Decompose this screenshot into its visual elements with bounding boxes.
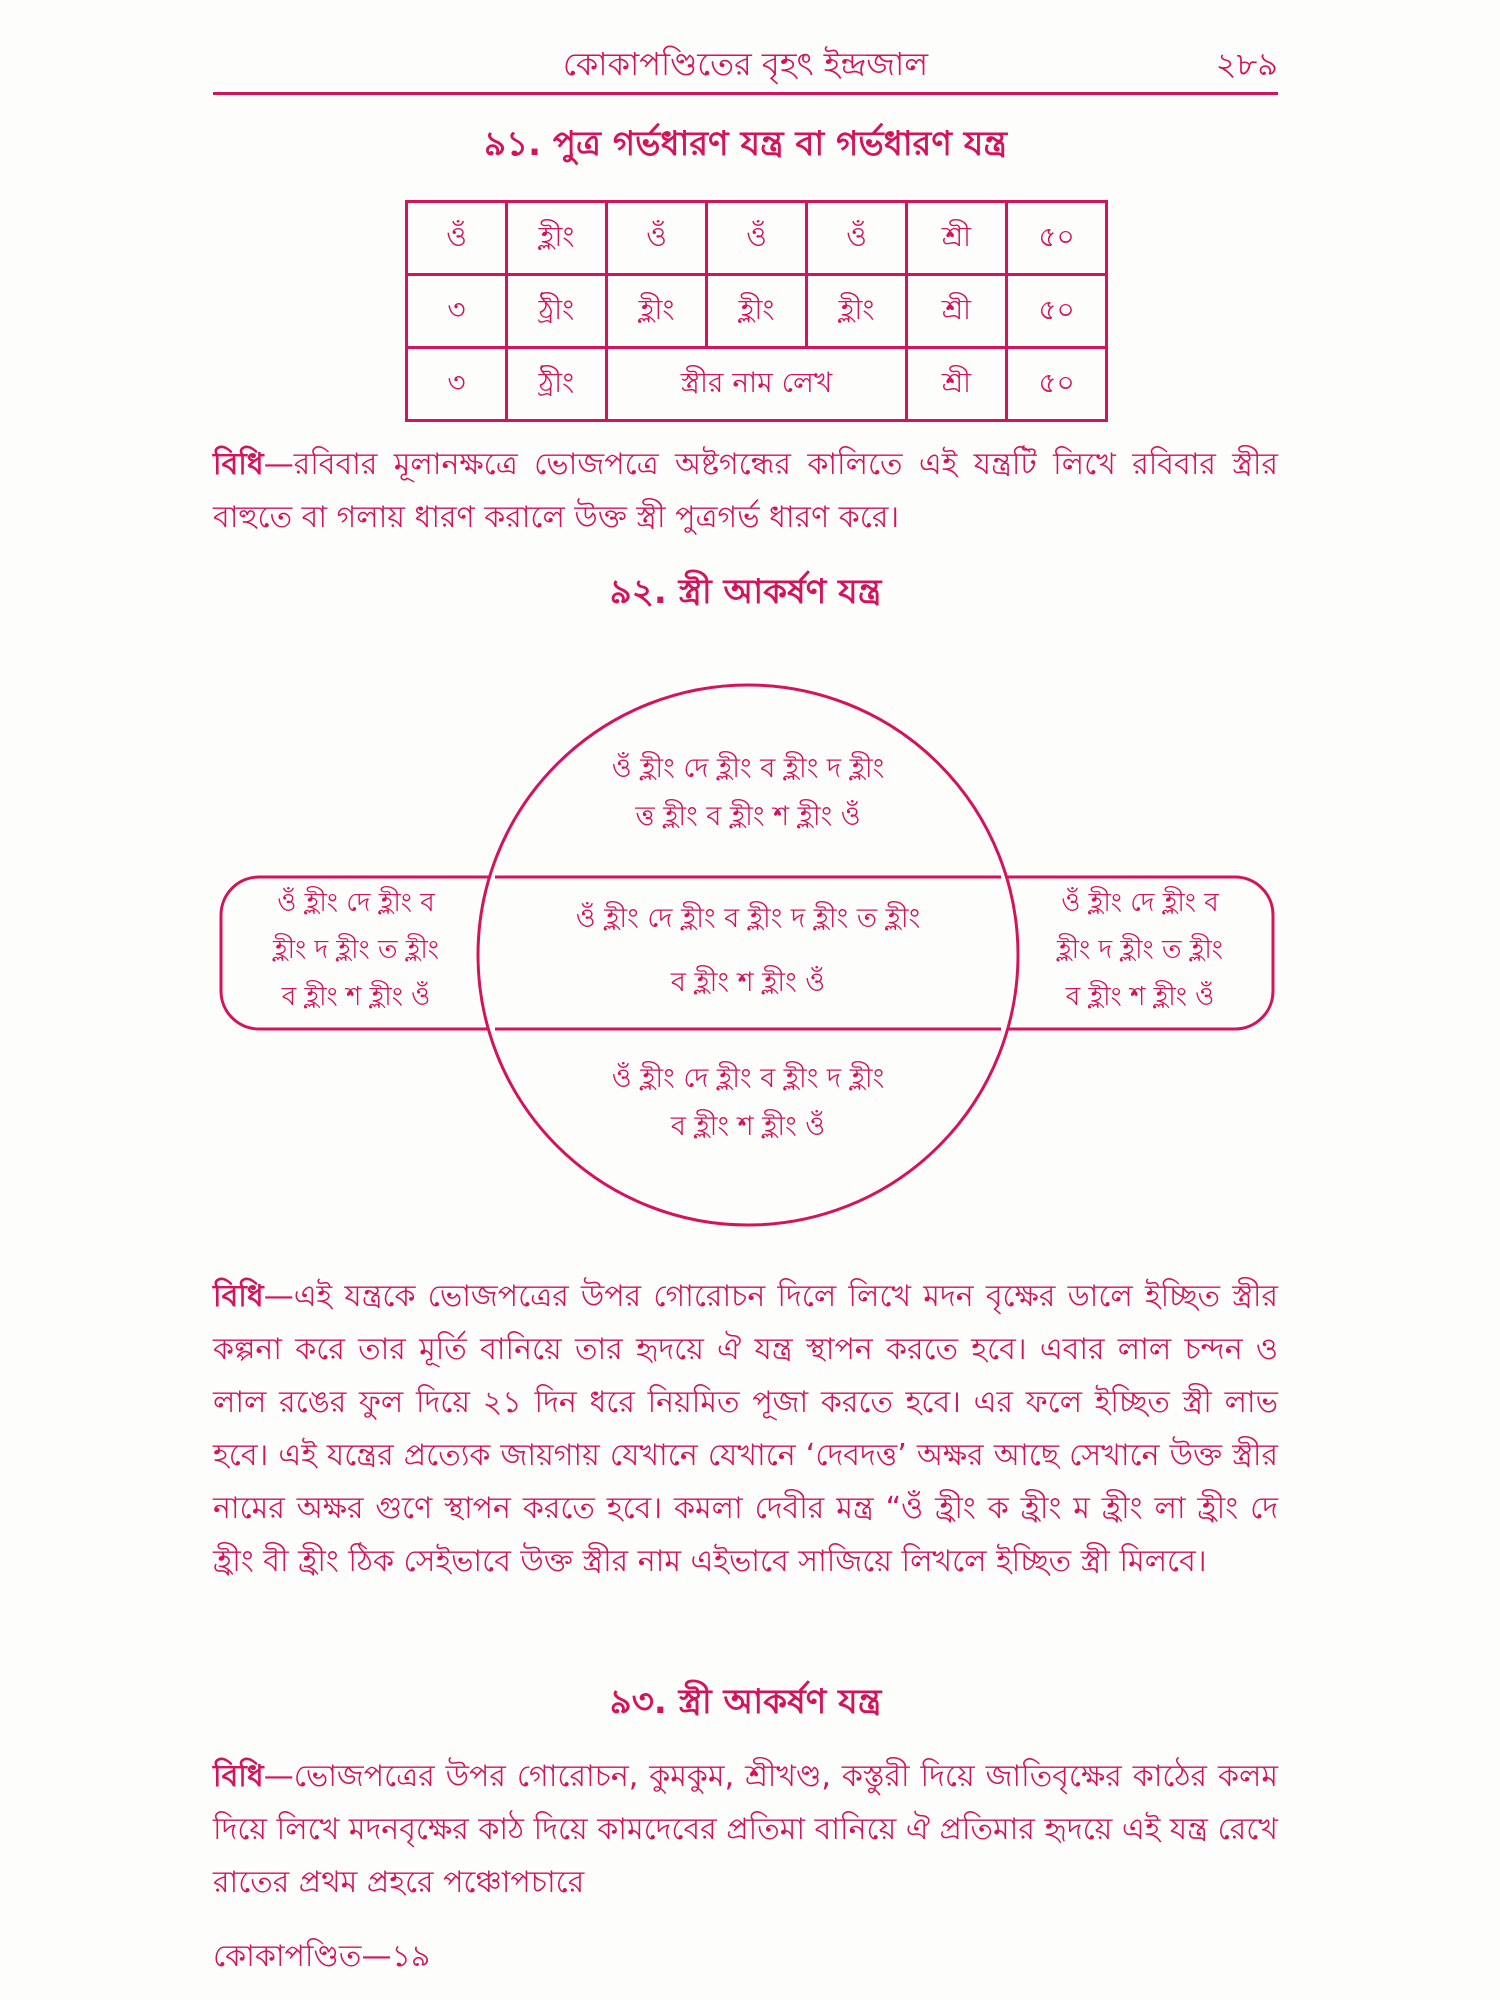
table-cell: শ্রী bbox=[907, 348, 1007, 421]
diagram-text-line: ওঁ হ্লীং দে হ্লীং ব হ্লীং দ হ্লীং bbox=[611, 1063, 885, 1094]
table-cell: ৫০ bbox=[1007, 275, 1107, 348]
diagram-text-line: ওঁ হ্লীং দে হ্লীং ব হ্লীং দ হ্লীং bbox=[611, 753, 885, 784]
table-cell: ওঁ bbox=[807, 202, 907, 275]
table-cell: শ্রী bbox=[907, 202, 1007, 275]
table-cell: ঠ্রীং bbox=[507, 275, 607, 348]
header-rule bbox=[213, 92, 1278, 95]
diagram-text-line: ব হ্লীং শ হ্লীং ওঁ bbox=[670, 1111, 826, 1142]
table-cell: ৩ bbox=[407, 275, 507, 348]
table-cell: ৫০ bbox=[1007, 202, 1107, 275]
diagram-text-line: ওঁ হ্লীং দে হ্লীং ব bbox=[277, 888, 435, 918]
footer-signature: কোকাপণ্ডিত—১৯ bbox=[213, 1939, 431, 1974]
table-cell: ৫০ bbox=[1007, 348, 1107, 421]
section-93-heading: ৯৩. স্ত্রী আকর্ষণ যন্ত্র bbox=[609, 1682, 882, 1722]
running-header bbox=[213, 40, 1278, 92]
table-cell: হ্লীং bbox=[507, 202, 607, 275]
circle-center-text bbox=[493, 895, 1003, 1007]
vidhi-label: বিধি bbox=[213, 1759, 264, 1794]
table-cell: হ্লীং bbox=[707, 275, 807, 348]
band-left-text bbox=[225, 880, 487, 1021]
vidhi-label: বিধি bbox=[213, 447, 264, 482]
table-row bbox=[407, 202, 1107, 275]
yantra-circle-diagram bbox=[213, 670, 1283, 1240]
diagram-text-line: ব হ্লীং শ হ্লীং ওঁ bbox=[670, 967, 826, 998]
vidhi-text: —রবিবার মূলানক্ষত্রে ভোজপত্রে অষ্টগন্ধের কালিতে এই যন্ত্রটি লিখে রবিবার স্ত্রীর বাহুতে বা গলায় ধারণ করালে উক্ত স্ত্রী পুত্রগর্ভ ধারণ করে। bbox=[213, 447, 1278, 535]
book-title: কোকাপণ্ডিতের বৃহৎ ইন্দ্রজাল bbox=[562, 45, 929, 83]
table-row bbox=[407, 348, 1107, 421]
table-row bbox=[407, 275, 1107, 348]
table-cell: ৩ bbox=[407, 348, 507, 421]
yantra-grid-table bbox=[405, 200, 1108, 422]
table-cell: ঠ্রীং bbox=[507, 348, 607, 421]
table-cell: হ্লীং bbox=[807, 275, 907, 348]
diagram-text-line: হ্লীং দ হ্লীং ত হ্লীং bbox=[1056, 935, 1224, 965]
table-cell: শ্রী bbox=[907, 275, 1007, 348]
section-91-heading: ৯১. পুত্র গর্ভধারণ যন্ত্র বা গর্ভধারণ যন্ত্র bbox=[484, 124, 1007, 164]
table-cell-wife-name: স্ত্রীর নাম লেখ bbox=[607, 348, 907, 421]
table-cell: ওঁ bbox=[607, 202, 707, 275]
vidhi-text: —ভোজপত্রের উপর গোরোচন, কুমকুম, শ্রীখণ্ড, কস্তুরী দিয়ে জাতিবৃক্ষের কাঠের কলম দিয়ে লিখে মদনবৃক্ষের কাঠ দিয়ে কামদেবের প্রতিমা বানিয়ে ঐ প্রতিমার হৃদয়ে এই যন্ত্র রেখে রাতের প্রথম প্রহরে পঞ্চোপচারে bbox=[213, 1759, 1278, 1900]
vidhi-label: বিধি bbox=[213, 1279, 264, 1314]
section-91-instructions bbox=[213, 438, 1278, 544]
section-92-instructions bbox=[213, 1270, 1278, 1588]
circle-top-text bbox=[513, 745, 983, 841]
vidhi-text: —এই যন্ত্রকে ভোজপত্রের উপর গোরোচন দিলে লিখে মদন বৃক্ষের ডালে ইচ্ছিত স্ত্রীর কল্পনা করে তার মূর্তি বানিয়ে তার হৃদয়ে ঐ যন্ত্র স্থাপন করতে হবে। এবার লাল চন্দন ও লাল রঙের ফুল দিয়ে ২১ দিন ধরে নিয়মিত পূজা করতে হবে। এর ফলে ইচ্ছিত স্ত্রী লাভ হবে। এই যন্ত্রের প্রত্যেক জায়গায় যেখানে যেখানে ‘দেবদত্ত’ অক্ষর আছে সেখানে উক্ত স্ত্রীর নামের অক্ষর গুণে স্থাপন করতে হবে। কমলা দেবীর মন্ত্র “ওঁ হ্রীং ক হ্রীং ম হ্রীং লা হ্রীং দে হ্রীং বী হ্রীং ঠিক সেইভাবে উক্ত স্ত্রীর নাম এইভাবে সাজিয়ে লিখলে ইচ্ছিত স্ত্রী মিলবে। bbox=[213, 1279, 1278, 1579]
table-cell: হ্লীং bbox=[607, 275, 707, 348]
diagram-text-line: ত্ত হ্লীং ব হ্লীং শ হ্লীং ওঁ bbox=[635, 801, 861, 832]
diagram-text-line: ওঁ হ্লীং দে হ্লীং ব bbox=[1061, 888, 1219, 918]
diagram-text-line: ব হ্লীং শ হ্লীং ওঁ bbox=[1065, 982, 1215, 1012]
table-cell: ওঁ bbox=[407, 202, 507, 275]
circle-bottom-text bbox=[513, 1055, 983, 1151]
table-cell: ওঁ bbox=[707, 202, 807, 275]
section-92-heading: ৯২. স্ত্রী আকর্ষণ যন্ত্র bbox=[609, 572, 882, 612]
band-right-text bbox=[1009, 880, 1271, 1021]
page-number: ২৮৯ bbox=[1215, 45, 1278, 83]
diagram-text-line: ব হ্লীং শ হ্লীং ওঁ bbox=[281, 982, 431, 1012]
diagram-text-line: হ্লীং দ হ্লীং ত হ্লীং bbox=[272, 935, 440, 965]
section-93-instructions bbox=[213, 1750, 1278, 1909]
diagram-text-line: ওঁ হ্লীং দে হ্লীং ব হ্লীং দ হ্লীং ত হ্লীং bbox=[575, 903, 921, 934]
